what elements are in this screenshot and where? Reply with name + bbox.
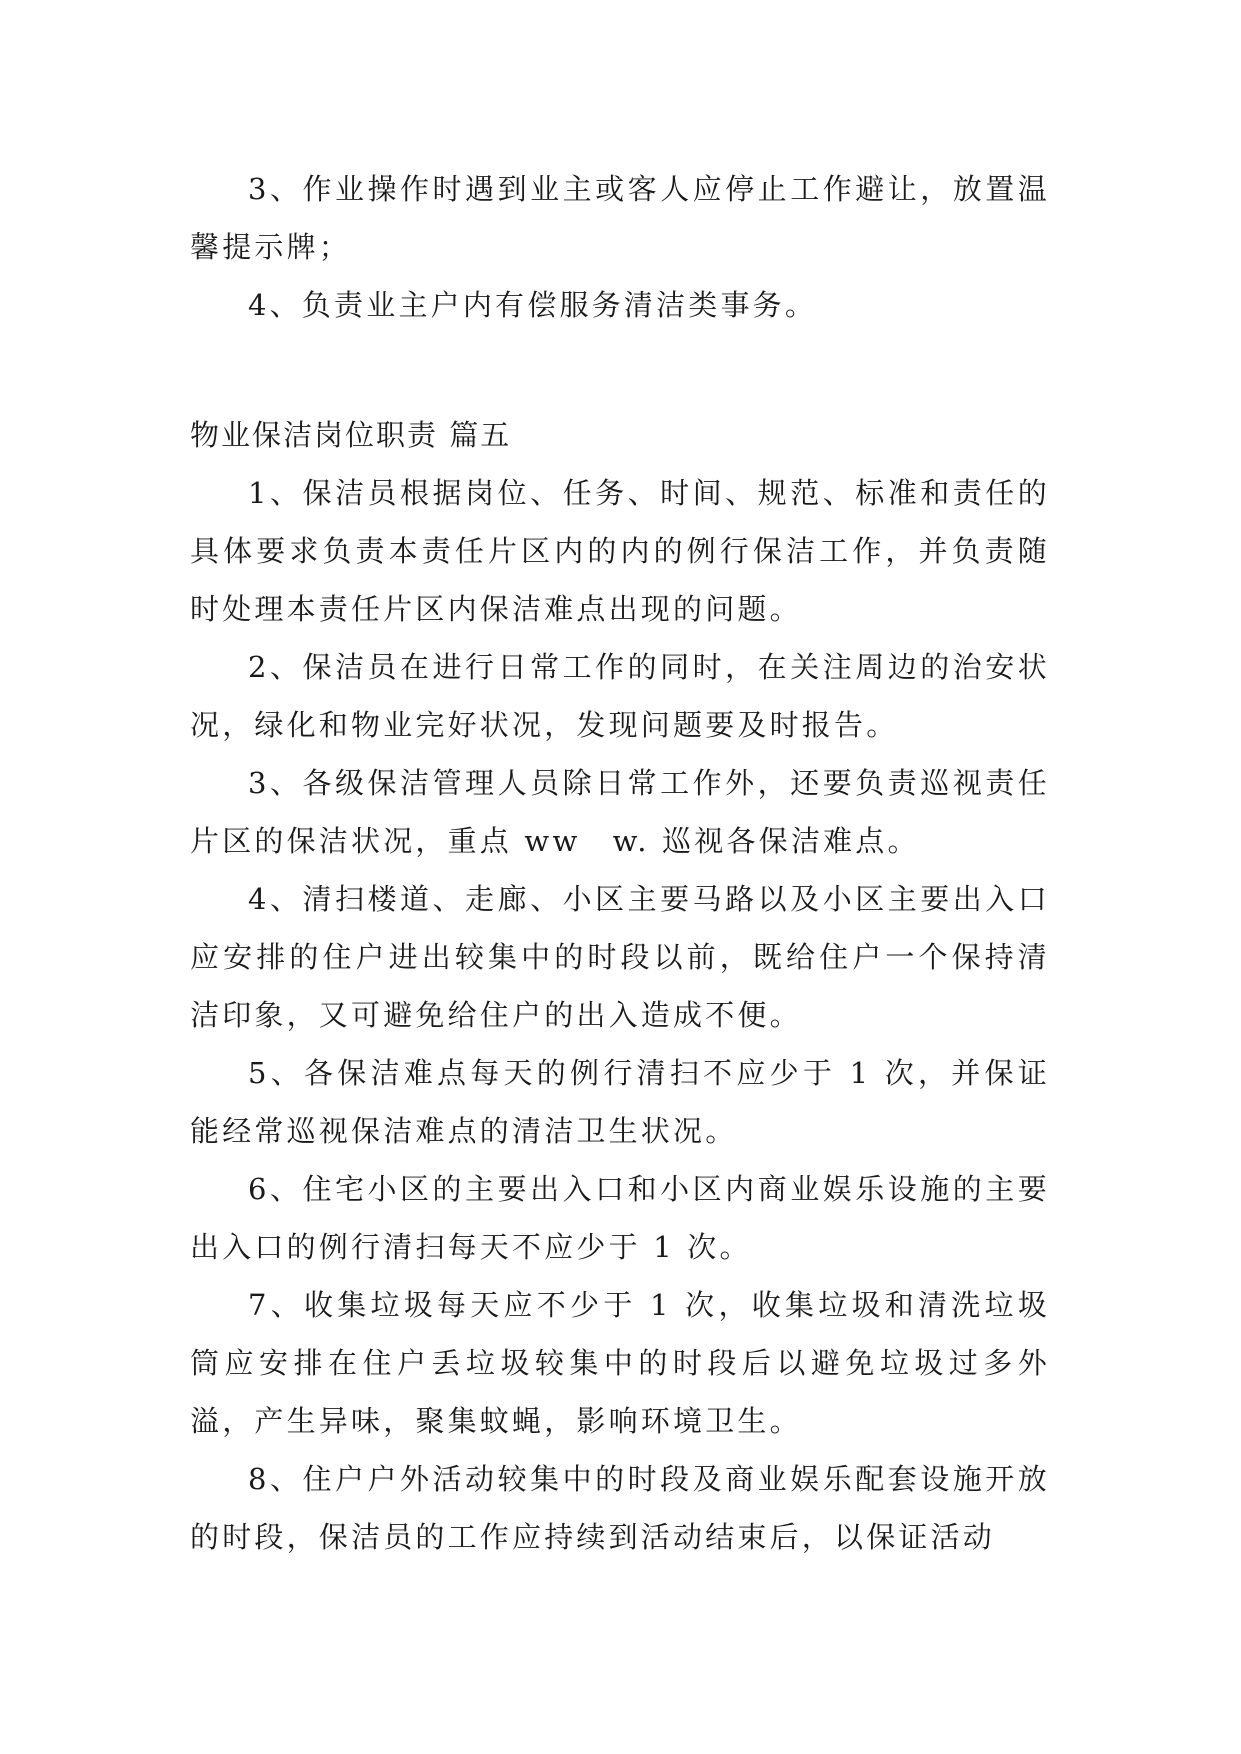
duty-item: 6、住宅小区的主要出入口和小区内商业娱乐设施的主要出入口的例行清扫每天不应少于 1 次。 [190,1172,1050,1264]
duty-item: 7、收集垃圾每天应不少于 1 次，收集垃圾和清洗垃圾筒应安排在住户丢垃圾较集中的时段后以避免垃圾过多外溢，产生异味，聚集蚊蝇，影响环境卫生。 [190,1288,1050,1438]
duty-item: 3、作业操作时遇到业主或客人应停止工作避让，放置温馨提示牌； [190,172,1050,264]
duty-item: 5、各保洁难点每天的例行清扫不应少于 1 次，并保证能经常巡视保洁难点的清洁卫生状况。 [190,1056,1050,1148]
section-heading: 物业保洁岗位职责 篇五 [190,418,512,452]
section-spacer [190,334,1050,406]
duty-item: 4、清扫楼道、走廊、小区主要马路以及小区主要出入口应安排的住户进出较集中的时段以前，既给住户一个保持清洁印象，又可避免给住户的出入造成不便。 [190,882,1050,1032]
duty-item: 3、各级保洁管理人员除日常工作外，还要负责巡视责任片区的保洁状况，重点 ww w. 巡视各保洁难点。 [190,766,1050,858]
duty-item: 4、负责业主户内有偿服务清洁类事务。 [248,288,818,322]
document-body [190,160,1050,1566]
duty-item: 8、住户户外活动较集中的时段及商业娱乐配套设施开放的时段，保洁员的工作应持续到活动结束后，以保证活动 [190,1462,1050,1554]
duty-item: 2、保洁员在进行日常工作的同时，在关注周边的治安状况，绿化和物业完好状况，发现问题要及时报告。 [190,650,1050,742]
duty-item: 1、保洁员根据岗位、任务、时间、规范、标准和责任的具体要求负责本责任片区内的内的例行保洁工作，并负责随时处理本责任片区内保洁难点出现的问题。 [190,476,1050,626]
